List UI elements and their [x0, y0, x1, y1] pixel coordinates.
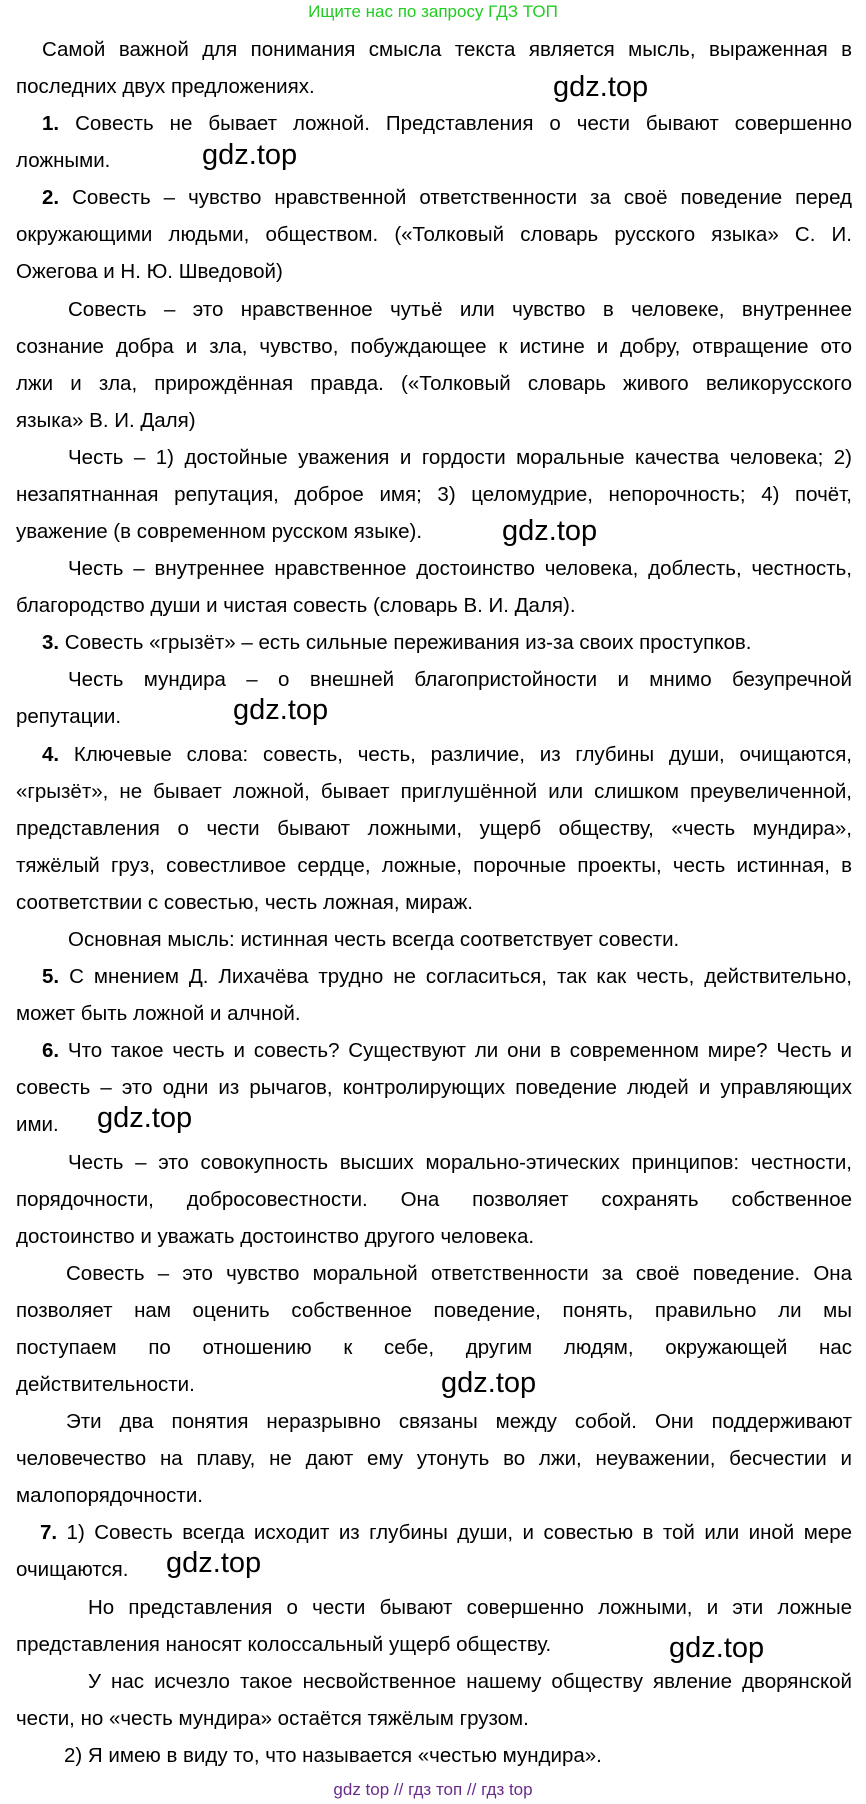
text-line: человечество на плаву, не дают ему утонуть во лжи, неуважении, бесчестии и: [16, 1447, 852, 1470]
text-line: Честь – внутреннее нравственное достоинство человека, доблесть, честность,: [68, 557, 852, 580]
item-number: 4.: [42, 743, 60, 766]
text-line: малопорядочности.: [16, 1484, 203, 1507]
text-line: ими.: [16, 1113, 59, 1136]
text-line: 3. Совесть «грызёт» – есть сильные переживания из-за своих проступков.: [42, 631, 752, 654]
text-line: действительности.: [16, 1373, 195, 1396]
item-number: 2.: [42, 186, 60, 209]
text-line: Совесть – это чувство моральной ответственности за своё поведение. Она: [66, 1262, 852, 1285]
text-line: репутации.: [16, 705, 122, 728]
text-line: Основная мысль: истинная честь всегда соответствует совести.: [68, 928, 680, 951]
text-line: 4. Ключевые слова: совесть, честь, различие, из глубины души, очищаются,: [42, 743, 852, 766]
item-number: 1.: [42, 112, 60, 135]
item-number: 7.: [40, 1521, 58, 1544]
text-line: представления наносят колоссальный ущерб обществу.: [16, 1633, 552, 1656]
watermark: gdz.top: [441, 1367, 537, 1399]
text-line: достоинство и уважать достоинство другого человека.: [16, 1225, 535, 1248]
text-line: поступаем по отношению к себе, другим людям, окружающей нас: [16, 1336, 852, 1359]
text-line: позволяет нам оценить собственное поведение, понять, правильно ли мы: [16, 1299, 852, 1322]
text-line: может быть ложной и алчной.: [16, 1002, 301, 1025]
text-line: совесть – это одни из рычагов, контролирующих поведение людей и управляющих: [16, 1076, 852, 1099]
watermark: gdz.top: [553, 71, 649, 103]
text-line: 1. Совесть не бывает ложной. Представления о чести бывают совершенно: [42, 112, 852, 135]
text-line: языка» В. И. Даля): [16, 409, 196, 432]
text-line: 5. С мнением Д. Лихачёва трудно не согласиться, так как честь, действительно,: [42, 965, 852, 988]
text-line: окружающими людьми, обществом. («Толковый словарь русского языка» С. И.: [16, 223, 852, 246]
watermark: gdz.top: [97, 1102, 193, 1134]
text-line: незапятнанная репутация, доброе имя; 3) целомудрие, непорочность; 4) почёт,: [16, 483, 852, 506]
text-line: Эти два понятия неразрывно связаны между собой. Они поддерживают: [66, 1410, 852, 1433]
text-line: 6. Что такое честь и совесть? Существуют ли они в современном мире? Честь и: [42, 1039, 852, 1062]
item-number: 5.: [42, 965, 60, 988]
text-line: Совесть – это нравственное чутьё или чувство в человеке, внутреннее: [68, 298, 852, 321]
text-line: Честь – 1) достойные уважения и гордости моральные качества человека; 2): [68, 446, 852, 469]
text-line: благородство души и чистая совесть (словарь В. И. Даля).: [16, 594, 576, 617]
text-line: Ожегова и Н. Ю. Шведовой): [16, 260, 283, 283]
watermark: gdz.top: [202, 139, 298, 171]
text-line: тяжёлый груз, совестливое сердце, ложные, порочные проекты, честь истинная, в: [16, 854, 852, 877]
watermark: gdz.top: [669, 1632, 765, 1664]
text-line: последних двух предложениях.: [16, 75, 315, 98]
text-line: ложными.: [16, 149, 111, 172]
top-banner[interactable]: Ищите нас по запросу ГДЗ ТОП: [308, 2, 558, 21]
watermark: gdz.top: [233, 694, 329, 726]
watermark: gdz.top: [166, 1547, 262, 1579]
text-line: уважение (в современном русском языке).: [16, 520, 423, 543]
text-line: лжи и зла, прирождённая правда. («Толковый словарь живого великорусского: [16, 372, 852, 395]
text-line: «грызёт», не бывает ложной, бывает приглушённой или слишком преувеличенной,: [16, 780, 852, 803]
text-line: Честь – это совокупность высших морально-этических принципов: честности,: [68, 1151, 852, 1174]
text-line: 2) Я имею в виду то, что называется «честью мундира».: [64, 1744, 602, 1767]
item-number: 6.: [42, 1039, 60, 1062]
text-line: сознание добра и зла, чувство, побуждающее к истине и добру, отвращение ото: [16, 335, 852, 358]
watermark: gdz.top: [502, 515, 598, 547]
bottom-banner[interactable]: gdz top // гдз топ // гдз top: [333, 1780, 533, 1799]
text-line: представления о чести бывают ложными, ущерб обществу, «честь мундира»,: [16, 817, 852, 840]
item-number: 3.: [42, 631, 60, 654]
text-line: 7. 1) Совесть всегда исходит из глубины души, и совестью в той или иной мере: [40, 1521, 852, 1544]
text-line: порядочности, добросовестности. Она позволяет сохранять собственное: [16, 1188, 852, 1211]
text-line: Самой важной для понимания смысла текста является мысль, выраженная в: [42, 38, 852, 61]
text-line: соответствии с совестью, честь ложная, мираж.: [16, 891, 474, 914]
text-line: Честь мундира – о внешней благопристойности и мнимо безупречной: [68, 668, 852, 691]
text-line: очищаются.: [16, 1558, 129, 1581]
text-line: Но представления о чести бывают совершенно ложными, и эти ложные: [88, 1596, 852, 1619]
text-line: У нас исчезло такое несвойственное нашему обществу явление дворянской: [88, 1670, 852, 1693]
text-line: чести, но «честь мундира» остаётся тяжёлым грузом.: [16, 1707, 529, 1730]
text-line: 2. Совесть – чувство нравственной ответственности за своё поведение перед: [42, 186, 852, 209]
